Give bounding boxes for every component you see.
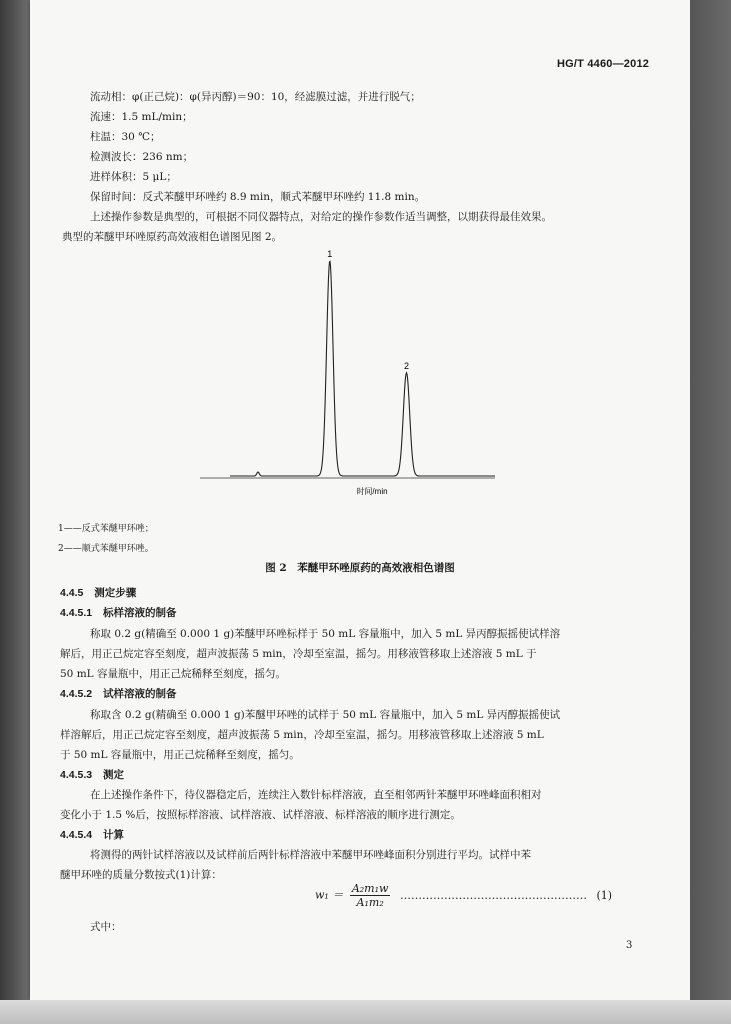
peak-label-1: 1 bbox=[327, 250, 333, 259]
equation-denominator: A₁m₂ bbox=[356, 896, 384, 909]
page-number: 3 bbox=[626, 940, 633, 951]
section-number: 4.4.5 bbox=[60, 587, 84, 599]
equation-lhs: w₁ ＝ bbox=[315, 888, 344, 902]
figure-caption: 图 2 苯醚甲环唑原药的高效液相色谱图 bbox=[265, 562, 455, 574]
section-title: 标样溶液的制备 bbox=[103, 607, 177, 619]
section-4-4-5-heading bbox=[60, 586, 136, 600]
section-number: 4.4.5.3 bbox=[60, 769, 93, 781]
document-page bbox=[30, 0, 690, 1000]
equation-leader-dots: …………………………………………… bbox=[399, 888, 587, 902]
scan-edge-bottom bbox=[0, 1000, 731, 1024]
param-column-temp: 柱温：30 ℃； bbox=[90, 131, 161, 143]
paragraph-line: 在上述操作条件下，待仪器稳定后，连续注入数针标样溶液，直至相邻两针苯醚甲环唑峰面积相对 bbox=[90, 789, 542, 801]
section-title: 测定步骤 bbox=[94, 587, 137, 599]
equation-tag: (1) bbox=[596, 888, 613, 902]
paragraph-line: 醚甲环唑的质量分数按式(1)计算： bbox=[60, 869, 222, 881]
section-4-4-5-4-heading bbox=[60, 828, 124, 842]
chromatogram-trace bbox=[230, 261, 495, 476]
paragraph-line: 变化小于 1.5 %后，按照标样溶液、试样溶液、试样溶液、标样溶液的顺序进行测定。 bbox=[60, 809, 461, 821]
section-number: 4.4.5.2 bbox=[60, 688, 93, 700]
param-retention-time: 保留时间：反式苯醚甲环唑约 8.9 min，顺式苯醚甲环唑约 11.8 min。 bbox=[90, 191, 426, 203]
param-flow-rate: 流速：1.5 mL/min； bbox=[90, 111, 193, 123]
paragraph-line: 解后，用正己烷定容至刻度，超声波振荡 5 min，冷却至室温，摇匀。用移液管移取上述溶液 5 mL 于 bbox=[60, 648, 537, 660]
paragraph-line: 于 50 mL 容量瓶中，用正己烷稀释至刻度，摇匀。 bbox=[60, 749, 300, 761]
section-number: 4.4.5.1 bbox=[60, 607, 93, 619]
legend-item-1: 1——反式苯醚甲环唑； bbox=[58, 524, 154, 534]
paragraph-line: 样溶解后，用正己烷定容至刻度，超声波振荡 5 min，冷却至室温，摇匀。用移液管移取上述溶液 5 mL bbox=[60, 729, 544, 741]
x-axis-label: 时间/min bbox=[356, 487, 388, 496]
paragraph-line: 将测得的两针试样溶液以及试样前后两针标样溶液中苯醚甲环唑峰面积分别进行平均。试样中苯 bbox=[90, 849, 531, 861]
scan-edge-right bbox=[690, 0, 731, 1000]
equation-1 bbox=[315, 882, 612, 909]
intro-line-2: 典型的苯醚甲环唑原药高效液相色谱图见图 2。 bbox=[62, 231, 283, 243]
section-number: 4.4.5.4 bbox=[60, 829, 93, 841]
section-title: 测定 bbox=[103, 769, 125, 781]
param-wavelength: 检测波长：236 nm； bbox=[90, 151, 194, 163]
peak-label-2: 2 bbox=[403, 360, 410, 371]
section-4-4-5-2-heading bbox=[60, 687, 177, 701]
paragraph-line: 称取含 0.2 g(精确至 0.000 1 g)苯醚甲环唑的试样于 50 mL 容量瓶中，加入 5 mL 异丙醇振摇使试 bbox=[90, 709, 561, 721]
section-title: 计算 bbox=[103, 829, 125, 841]
param-injection-volume: 进样体积：5 μL； bbox=[90, 171, 177, 183]
chromatogram-figure bbox=[200, 250, 530, 500]
paragraph-line: 50 mL 容量瓶中，用正己烷稀释至刻度，摇匀。 bbox=[60, 668, 286, 680]
param-mobile-phase: 流动相：φ(正己烷)：φ(异丙醇)＝90：10，经滤膜过滤，并进行脱气； bbox=[90, 91, 421, 103]
equation-numerator: A₂m₁w bbox=[351, 882, 389, 895]
section-4-4-5-3-heading bbox=[60, 768, 124, 782]
section-title: 试样溶液的制备 bbox=[103, 688, 177, 700]
equation-fraction bbox=[350, 882, 391, 909]
section-4-4-5-1-heading bbox=[60, 606, 177, 620]
paragraph-line: 称取 0.2 g(精确至 0.000 1 g)苯醚甲环唑标样于 50 mL 容量瓶中，加入 5 mL 异丙醇振摇使试样溶 bbox=[90, 628, 561, 640]
where-label: 式中： bbox=[90, 921, 122, 933]
legend-item-2: 2——顺式苯醚甲环唑。 bbox=[58, 544, 154, 554]
intro-line-1: 上述操作参数是典型的，可根据不同仪器特点，对给定的操作参数作适当调整，以期获得最佳效果。 bbox=[90, 211, 552, 223]
standard-number-header: HG/T 4460—2012 bbox=[557, 58, 650, 70]
